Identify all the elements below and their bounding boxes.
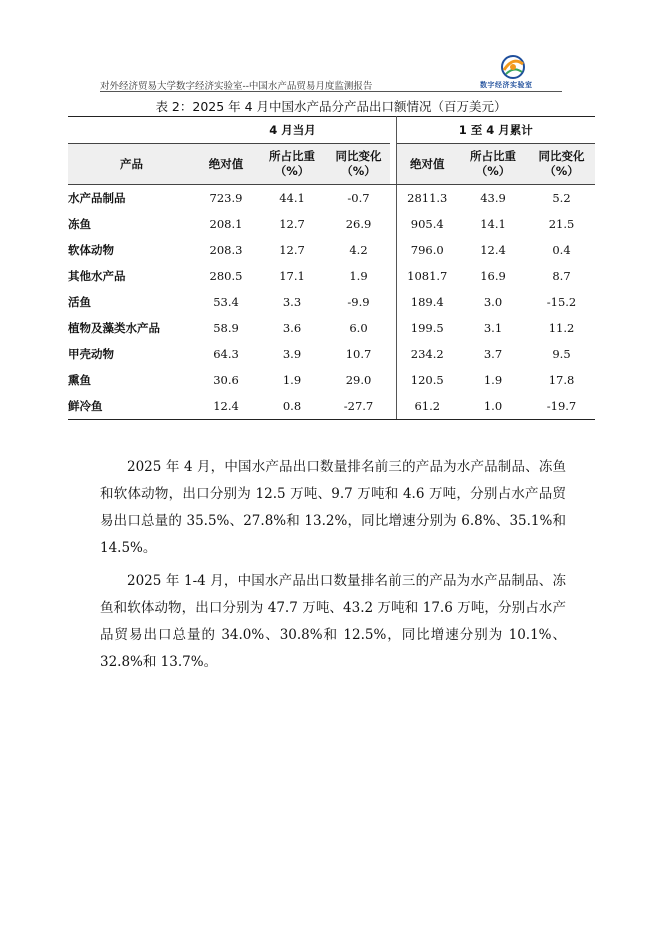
group-header-row: [68, 117, 595, 144]
value-cell: 12.7: [279, 217, 305, 231]
value-cell: 208.1: [209, 217, 243, 231]
value-cell: 4.2: [349, 243, 368, 257]
value-cell: 3.1: [483, 321, 503, 335]
value-cell: 199.5: [410, 321, 444, 335]
product-name-cell: 熏鱼: [68, 373, 91, 387]
value-cell: 1.9: [349, 269, 368, 283]
value-cell: 3.7: [483, 347, 503, 361]
value-cell: 16.9: [480, 269, 506, 283]
product-name-cell: 鲜冷鱼: [68, 393, 195, 420]
value-cell: 53.4: [213, 295, 239, 309]
value-cell: 44.1: [279, 191, 305, 205]
product-name-cell: 冻鱼: [68, 217, 91, 231]
col-yoy-month: 同比变化 （%）: [327, 144, 390, 185]
value-cell: 2811.3: [407, 191, 448, 205]
value-cell: 208.3: [209, 243, 243, 257]
value-cell: -19.7: [528, 393, 595, 420]
table-row: [68, 289, 595, 315]
value-cell: 14.1: [480, 217, 506, 231]
value-cell: 21.5: [548, 217, 575, 231]
group-month: 4 月当月: [195, 117, 390, 144]
value-cell: -15.2: [546, 295, 577, 309]
value-cell: 1.9: [282, 373, 302, 387]
table-row: [68, 237, 595, 263]
value-cell: 61.2: [396, 393, 458, 420]
product-name-cell: 植物及藻类水产品: [68, 321, 160, 335]
logo-text: 数字经济实验室: [480, 81, 533, 89]
value-cell: 1.0: [458, 393, 528, 420]
col-product: 产品: [68, 144, 195, 185]
export-table: [68, 116, 595, 420]
value-cell: 0.8: [257, 393, 327, 420]
column-header-row: [68, 144, 595, 185]
value-cell: 3.9: [282, 347, 302, 361]
value-cell: 17.1: [279, 269, 305, 283]
value-cell: 12.4: [480, 243, 506, 257]
product-name-cell: 甲壳动物: [68, 347, 114, 361]
value-cell: 26.9: [345, 217, 372, 231]
value-cell: 29.0: [345, 373, 372, 387]
value-cell: 1.9: [483, 373, 503, 387]
value-cell: 64.3: [213, 347, 239, 361]
value-cell: 723.9: [209, 191, 243, 205]
value-cell: 189.4: [410, 295, 444, 309]
value-cell: 234.2: [410, 347, 444, 361]
value-cell: 0.4: [552, 243, 571, 257]
value-cell: 12.7: [279, 243, 305, 257]
value-cell: 9.5: [552, 347, 571, 361]
table-row: [68, 263, 595, 289]
col-abs-cum: 绝对值: [396, 144, 458, 185]
value-cell: 17.8: [548, 373, 575, 387]
lab-logo: [476, 54, 556, 92]
value-cell: 5.2: [552, 191, 571, 205]
value-cell: 58.9: [213, 321, 239, 335]
value-cell: 3.0: [483, 295, 503, 309]
group-cumulative: 1 至 4 月累计: [396, 117, 595, 144]
lab-logo-icon: [498, 54, 528, 80]
table-row: [68, 341, 595, 367]
paragraph-cumulative: 2025 年 1-4 月，中国水产品出口数量排名前三的产品为水产品制品、冻鱼和软体动物，出口分别为 47.7 万吨、43.2 万吨和 17.6 万吨，分别占水产品贸易出口总量的 34.0%、30.8%和 12.5%，同比增速分别为 10.1%、32.8%和 13.7%。: [100, 572, 566, 670]
value-cell: 1081.7: [407, 269, 448, 283]
table-row: [68, 185, 595, 212]
value-cell: 12.4: [195, 393, 257, 420]
table-row: [68, 393, 595, 420]
value-cell: 43.9: [480, 191, 506, 205]
value-cell: 11.2: [548, 321, 575, 335]
value-cell: -27.7: [327, 393, 390, 420]
value-cell: 6.0: [349, 321, 368, 335]
col-abs-month: 绝对值: [195, 144, 257, 185]
col-share-cum: 所占比重 （%）: [458, 144, 528, 185]
table-row: [68, 211, 595, 237]
product-name-cell: 活鱼: [68, 295, 91, 309]
product-name-cell: 水产品制品: [68, 191, 126, 205]
value-cell: 30.6: [213, 373, 239, 387]
product-name-cell: 软体动物: [68, 243, 114, 257]
value-cell: 8.7: [552, 269, 571, 283]
value-cell: 905.4: [410, 217, 444, 231]
value-cell: 3.3: [282, 295, 302, 309]
header-rule: [100, 91, 562, 92]
value-cell: -0.7: [347, 191, 370, 205]
col-share-month: 所占比重 （%）: [257, 144, 327, 185]
table-row: [68, 315, 595, 341]
paragraph-month: 2025 年 4 月，中国水产品出口数量排名前三的产品为水产品制品、冻鱼和软体动物，出口分别为 12.5 万吨、9.7 万吨和 4.6 万吨，分别占水产品贸易出口总量的 35.5%、27.8%和 13.2%，同比增速分别为 6.8%、35.1%和 14.5%。: [100, 458, 566, 556]
value-cell: 120.5: [410, 373, 444, 387]
value-cell: 3.6: [282, 321, 302, 335]
table-caption: 表 2：2025 年 4 月中国水产品分产品出口额情况（百万美元）: [155, 99, 507, 114]
table-row: [68, 367, 595, 393]
value-cell: 10.7: [345, 347, 372, 361]
running-title: 对外经济贸易大学数字经济实验室--中国水产品贸易月度监测报告: [100, 81, 373, 92]
value-cell: 796.0: [410, 243, 444, 257]
value-cell: -9.9: [347, 295, 370, 309]
page-header: [100, 72, 562, 92]
value-cell: 280.5: [209, 269, 243, 283]
product-name-cell: 其他水产品: [68, 269, 126, 283]
col-yoy-cum: 同比变化 （%）: [528, 144, 595, 185]
